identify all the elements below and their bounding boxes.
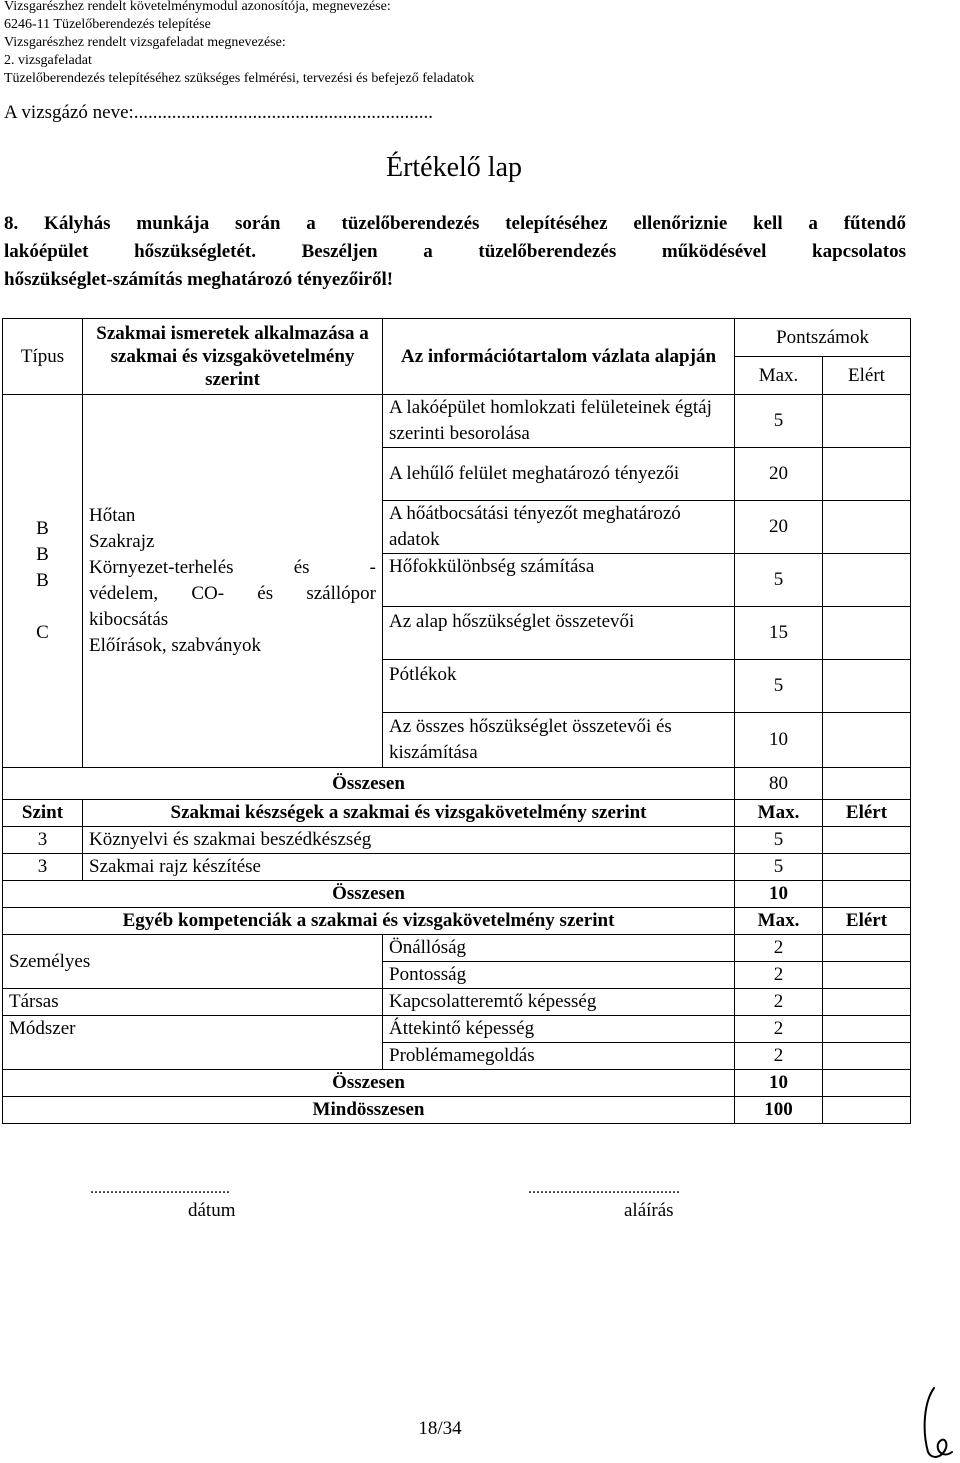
competency-item: Önállóság bbox=[383, 935, 735, 962]
competency-item: Áttekintő képesség bbox=[383, 1016, 735, 1043]
achieved-points[interactable] bbox=[823, 501, 911, 554]
grand-total-max: 100 bbox=[735, 1097, 823, 1124]
subtotal-max: 10 bbox=[735, 1070, 823, 1097]
other-competencies-header: Egyéb kompetenciák a szakmai és vizsgakövetelmény szerint bbox=[3, 908, 735, 935]
max-points: 20 bbox=[735, 448, 823, 501]
competency-group: Társas bbox=[3, 989, 383, 1016]
competency-item: Pontosság bbox=[383, 962, 735, 989]
info-item: Az alap hőszükséglet összetevői bbox=[383, 607, 735, 660]
max-points: 10 bbox=[735, 713, 823, 768]
competency-group: Módszer bbox=[3, 1016, 383, 1070]
achieved-points[interactable] bbox=[823, 448, 911, 501]
max-points: 2 bbox=[735, 1016, 823, 1043]
achieved-points[interactable] bbox=[823, 554, 911, 607]
page-title: Értékelő lap bbox=[385, 152, 523, 183]
competency-item: Problémamegoldás bbox=[383, 1043, 735, 1070]
info-item: Pótlékok bbox=[383, 660, 735, 713]
skills-header: Szakmai ismeretek alkalmazása a szakmai és vizsgakövetelmény szerint bbox=[83, 319, 383, 395]
achieved-header: Elért bbox=[823, 800, 911, 827]
signature-dots: ...................................... bbox=[528, 1180, 680, 1197]
skills2-header: Szakmai készségek a szakmai és vizsgakövetelmény szerint bbox=[83, 800, 735, 827]
info-item: Az összes hőszükséglet összetevői és kiszámítása bbox=[383, 713, 735, 768]
skill-level: 3 bbox=[3, 854, 83, 881]
header-line-module: 6246-11 Tüzelőberendezés telepítése bbox=[4, 17, 211, 32]
grand-total-achieved[interactable] bbox=[823, 1097, 911, 1124]
header-line-task-label: Vizsgarészhez rendelt vizsgafeladat megnevezése: bbox=[4, 35, 286, 50]
task-description bbox=[4, 210, 906, 294]
subtotal-achieved[interactable] bbox=[823, 1070, 911, 1097]
max-header: Max. bbox=[735, 357, 823, 395]
info-item: A lehűlő felület meghatározó tényezői bbox=[383, 448, 735, 501]
achieved-points[interactable] bbox=[823, 607, 911, 660]
achieved-points[interactable] bbox=[823, 962, 911, 989]
achieved-header: Elért bbox=[823, 908, 911, 935]
achieved-points[interactable] bbox=[823, 989, 911, 1016]
subtotal-achieved[interactable] bbox=[823, 881, 911, 908]
signature-label: aláírás bbox=[624, 1200, 674, 1221]
max-points: 5 bbox=[735, 854, 823, 881]
type-code: C bbox=[36, 622, 49, 643]
max-points: 15 bbox=[735, 607, 823, 660]
task-line: lakóépület hőszükségletét. Beszéljen a tüzelőberendezés működésével kapcsolatos bbox=[4, 241, 906, 262]
max-points: 2 bbox=[735, 935, 823, 962]
level-header: Szint bbox=[3, 800, 83, 827]
achieved-points[interactable] bbox=[823, 1043, 911, 1070]
skills-list bbox=[83, 395, 383, 768]
max-points: 20 bbox=[735, 501, 823, 554]
type-header: Típus bbox=[3, 319, 83, 395]
achieved-points[interactable] bbox=[823, 1016, 911, 1043]
competency-group: Személyes bbox=[3, 935, 383, 989]
candidate-name-line: A vizsgázó neve:............................................................... bbox=[4, 102, 434, 123]
skill-item: Előírások, szabványok bbox=[89, 635, 262, 656]
skill-item: kibocsátás bbox=[89, 609, 169, 630]
header-line-task-title: Tüzelőberendezés telepítéséhez szükséges felmérési, tervezési és befejező feladatok bbox=[4, 71, 475, 86]
max-points: 5 bbox=[735, 395, 823, 448]
subtotal-label: Összesen bbox=[3, 768, 735, 800]
signature-mark bbox=[920, 1382, 956, 1462]
max-points: 2 bbox=[735, 989, 823, 1016]
subtotal-label: Összesen bbox=[3, 881, 735, 908]
achieved-points[interactable] bbox=[823, 854, 911, 881]
max-header: Max. bbox=[735, 800, 823, 827]
achieved-points[interactable] bbox=[823, 713, 911, 768]
type-code: B bbox=[36, 518, 49, 539]
points-header: Pontszámok bbox=[735, 319, 911, 357]
achieved-points[interactable] bbox=[823, 935, 911, 962]
info-item: A hőátbocsátási tényezőt meghatározó adatok bbox=[383, 501, 735, 554]
max-header: Max. bbox=[735, 908, 823, 935]
achieved-points[interactable] bbox=[823, 395, 911, 448]
subtotal-max: 10 bbox=[735, 881, 823, 908]
header-line-task-number: 2. vizsgafeladat bbox=[4, 53, 92, 68]
skill-item: védelem, CO- és szállópor bbox=[89, 583, 376, 604]
skill-item: Környezet-terhelés és - bbox=[89, 557, 376, 578]
task-line: 8. Kályhás munkája során a tüzelőberendezés telepítéséhez ellenőriznie kell a fűtendő bbox=[4, 213, 906, 234]
evaluation-table bbox=[2, 318, 911, 1124]
skill-name: Köznyelvi és szakmai beszédkészség bbox=[83, 827, 735, 854]
info-item: Hőfokkülönbség számítása bbox=[383, 554, 735, 607]
skill-level: 3 bbox=[3, 827, 83, 854]
subtotal-max: 80 bbox=[735, 768, 823, 800]
achieved-header: Elért bbox=[823, 357, 911, 395]
skill-name: Szakmai rajz készítése bbox=[83, 854, 735, 881]
max-points: 5 bbox=[735, 827, 823, 854]
info-header: Az információtartalom vázlata alapján bbox=[383, 319, 735, 395]
subtotal-achieved[interactable] bbox=[823, 768, 911, 800]
info-item: A lakóépület homlokzati felületeinek égtáj szerinti besorolása bbox=[383, 395, 735, 448]
subtotal-label: Összesen bbox=[3, 1070, 735, 1097]
type-code: B bbox=[36, 544, 49, 565]
date-dots: ................................... bbox=[90, 1180, 230, 1197]
achieved-points[interactable] bbox=[823, 827, 911, 854]
task-line: hőszükséglet-számítás meghatározó tényezőiről! bbox=[4, 269, 394, 290]
skill-item: Hőtan bbox=[89, 505, 136, 526]
max-points: 2 bbox=[735, 962, 823, 989]
header-line-module-label: Vizsgarészhez rendelt követelménymodul azonosítója, megnevezése: bbox=[4, 0, 391, 14]
type-codes bbox=[3, 395, 83, 768]
grand-total-label: Mindösszesen bbox=[3, 1097, 735, 1124]
skill-item: Szakrajz bbox=[89, 531, 155, 552]
achieved-points[interactable] bbox=[823, 660, 911, 713]
competency-item: Kapcsolatteremtő képesség bbox=[383, 989, 735, 1016]
max-points: 5 bbox=[735, 660, 823, 713]
page-number: 18/34 bbox=[418, 1418, 462, 1439]
max-points: 5 bbox=[735, 554, 823, 607]
max-points: 2 bbox=[735, 1043, 823, 1070]
date-label: dátum bbox=[188, 1200, 236, 1221]
type-code: B bbox=[36, 570, 49, 591]
